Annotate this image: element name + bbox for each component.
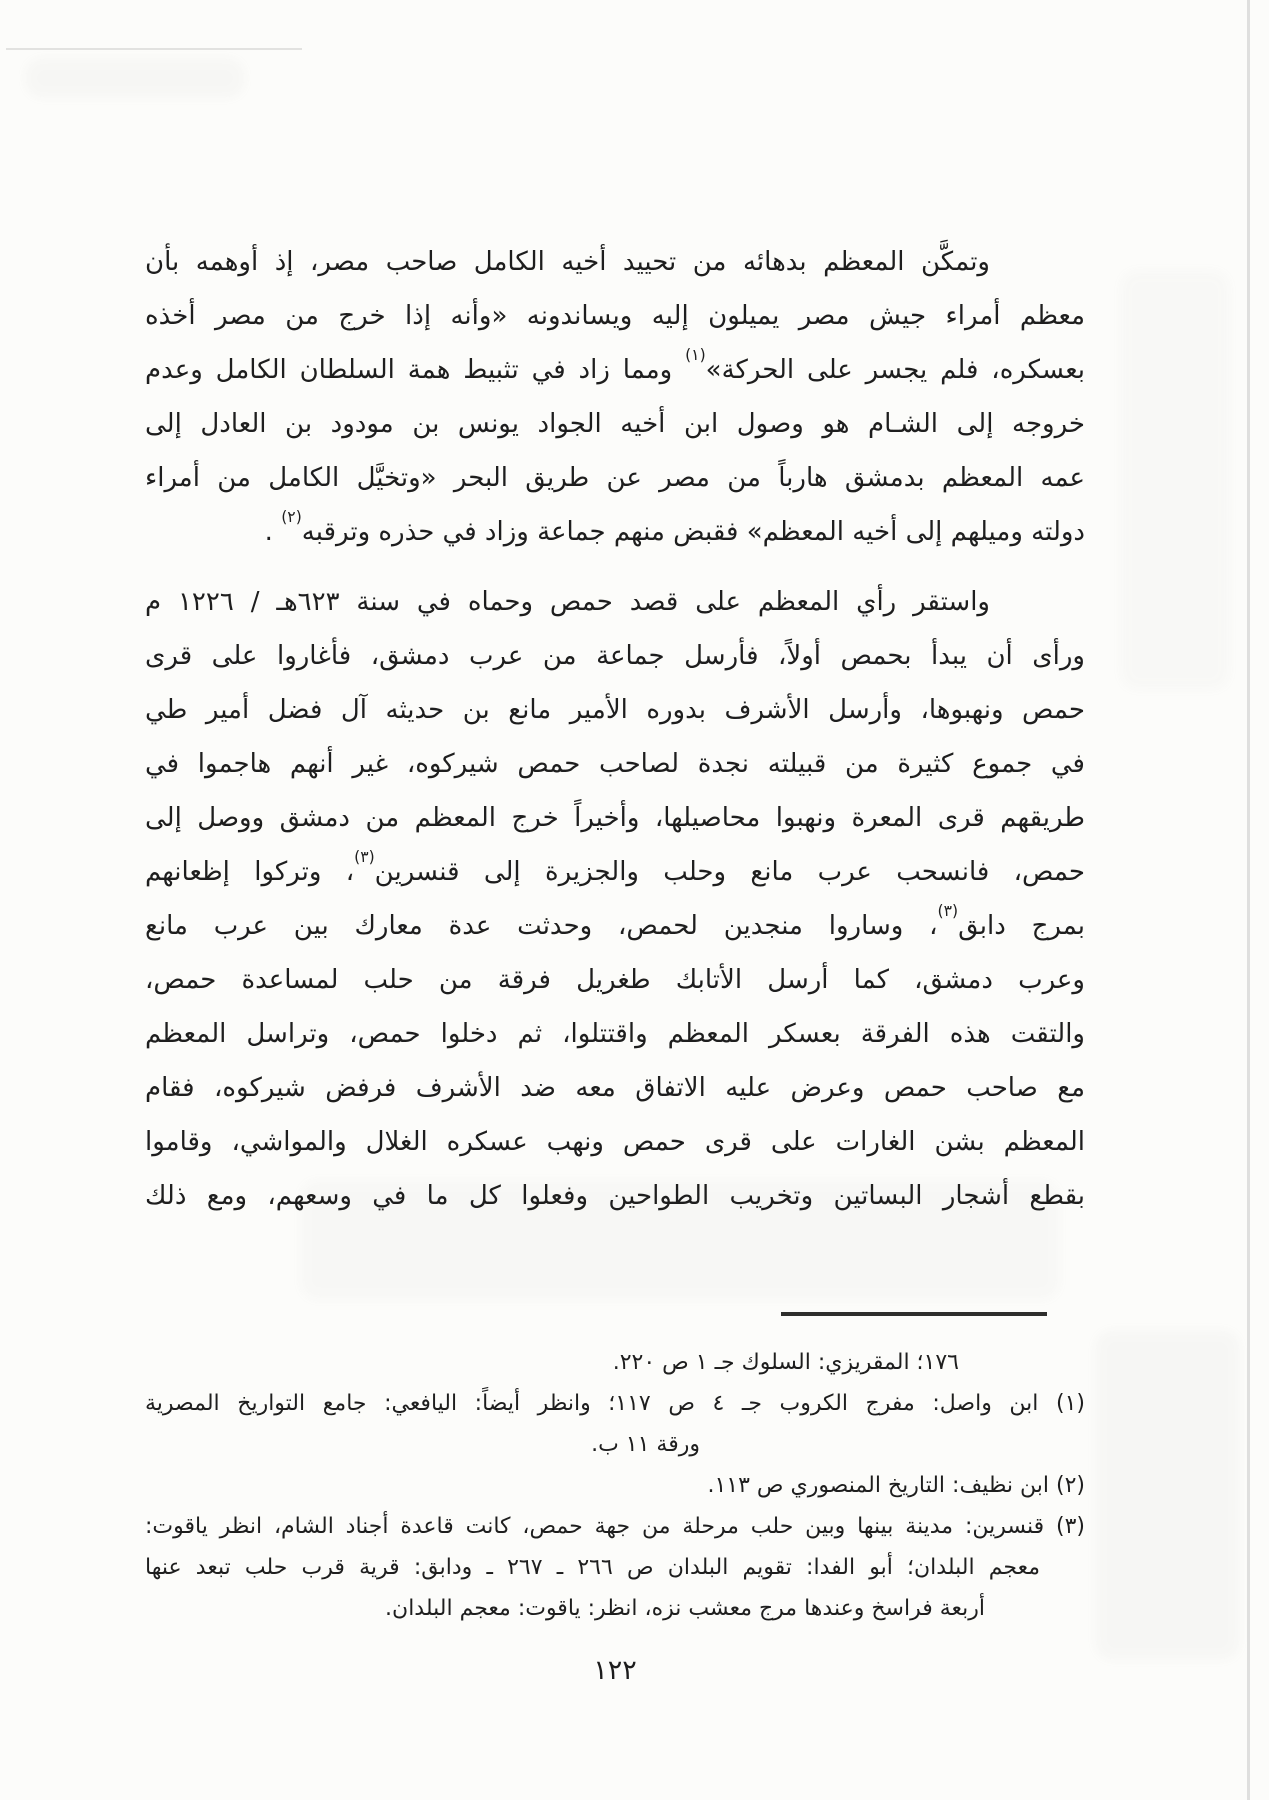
scan-ghost-smudge [1120, 270, 1230, 690]
footnote-ref-3: (٣) [354, 847, 375, 866]
body-line: مع صاحب حمص وعرض عليه الاتفاق معه ضد الأشرف فرفض شيركوه، فقام [145, 1073, 1085, 1103]
footnote-1-line-1: (١) ابن واصل: مفرج الكروب جـ ٤ ص ١١٧؛ وانظر أيضاً: اليافعي: جامع التواريخ المصرية [145, 1391, 1085, 1416]
footnote-divider [781, 1312, 1047, 1316]
footnote-3-line-2: معجم البلدان؛ أبو الفدا: تقويم البلدان ص ٢٦٦ ـ ٢٦٧ ـ ودابق: قرية قرب حلب تبعد عنها [145, 1555, 1040, 1580]
footnote-continuation: ١٧٦؛ المقريزي: السلوك جـ ١ ص ٢٢٠. [612, 1350, 959, 1375]
footnote-3-line-1: (٣) قنسرين: مدينة بينها وبين حلب مرحلة من جهة حمص، كانت قاعدة أجناد الشام، انظر ياقوت: [145, 1514, 1085, 1539]
body-line: عمه المعظم بدمشق هارباً من مصر عن طريق البحر «وتخيَّل الكامل من أمراء [145, 463, 1085, 493]
body-line-text: بعسكره، فلم يجسر على الحركة» [705, 355, 1085, 385]
body-line: بقطع أشجار البساتين وتخريب الطواحين وفعلوا كل ما في وسعهم، ومع ذلك [145, 1181, 1085, 1211]
body-line: معظم أمراء جيش مصر يميلون إليه ويساندونه «وأنه إذا خرج من مصر أخذه [145, 301, 1085, 331]
body-line: واستقر رأي المعظم على قصد حمص وحماه في سنة ٦٢٣هـ / ١٢٢٦ م [145, 587, 990, 617]
body-line: في جموع كثيرة من قبيلته نجدة لصاحب حمص شيركوه، غير أنهم هاجموا في [145, 749, 1085, 779]
body-line: والتقت هذه الفرقة بعسكر المعظم واقتتلوا، ثم دخلوا حمص، وتراسل المعظم [145, 1019, 1085, 1049]
body-line-text: حمص، فانسحب عرب مانع وحلب والجزيرة إلى قنسرين [374, 857, 1086, 887]
body-line: حمص ونهبوها، وأرسل الأشرف بدوره الأمير مانع بن حديثه آل فضل أمير طي [145, 695, 1085, 725]
body-line-text: . [264, 517, 282, 547]
body-line-text: ، وساروا منجدين لحمص، وحدثت عدة معارك بين عرب مانع [145, 911, 938, 941]
scan-ghost-smudge [1095, 1330, 1240, 1660]
footnote-ref-1: (١) [685, 345, 706, 364]
footnote-2: (٢) ابن نظيف: التاريخ المنصوري ص ١١٣. [707, 1473, 1085, 1498]
body-line [145, 505, 1085, 559]
page-number: ١٢٢ [593, 1655, 637, 1686]
body-line [145, 845, 1085, 899]
body-line: وتمكَّن المعظم بدهائه من تحييد أخيه الكامل صاحب مصر، إذ أوهمه بأن [145, 247, 990, 277]
body-line: وعرب دمشق، كما أرسل الأتابك طغريل فرقة من حلب لمساعدة حمص، [145, 965, 1085, 995]
body-line: ورأى أن يبدأ بحمص أولاً، فأرسل جماعة من عرب دمشق، فأغاروا على قرى [145, 641, 1085, 671]
body-line [145, 899, 1085, 953]
scan-artifact-line [6, 48, 302, 50]
scan-ghost-smudge [25, 58, 245, 98]
paragraph-1 [145, 235, 1085, 559]
paragraph-2 [145, 575, 1085, 1223]
body-line-text: بمرج دابق [958, 911, 1086, 941]
body-line-text: ومما زاد في تثبيط همة السلطان الكامل وعدم [145, 355, 686, 385]
footnote-3-line-3: أربعة فراسخ وعندها مرج معشب نزه، انظر: ياقوت: معجم البلدان. [385, 1596, 985, 1621]
body-line: المعظم بشن الغارات على قرى حمص ونهب عسكره الغلال والمواشي، وقاموا [145, 1127, 1085, 1157]
footnote-ref-2: (٢) [281, 507, 302, 526]
body-text [145, 235, 1085, 1223]
body-line [145, 343, 1085, 397]
body-line: طريقهم قرى المعرة ونهبوا محاصيلها، وأخيراً خرج المعظم من دمشق ووصل إلى [145, 803, 1085, 833]
body-line-text: دولته وميلهم إلى أخيه المعظم» فقبض منهم جماعة وزاد في حذره وترقبه [301, 517, 1085, 547]
footnote-1-line-2: ورقة ١١ ب. [591, 1432, 700, 1457]
footnotes [145, 1342, 1085, 1629]
body-line-text: ، وتركوا إظعانهم [145, 857, 355, 887]
scan-edge-line [1247, 0, 1250, 1800]
body-line: خروجه إلى الشـام هو وصول ابن أخيه الجواد يونس بن مودود بن العادل إلى [145, 409, 1085, 439]
footnote-ref-3: (٣) [937, 901, 959, 920]
